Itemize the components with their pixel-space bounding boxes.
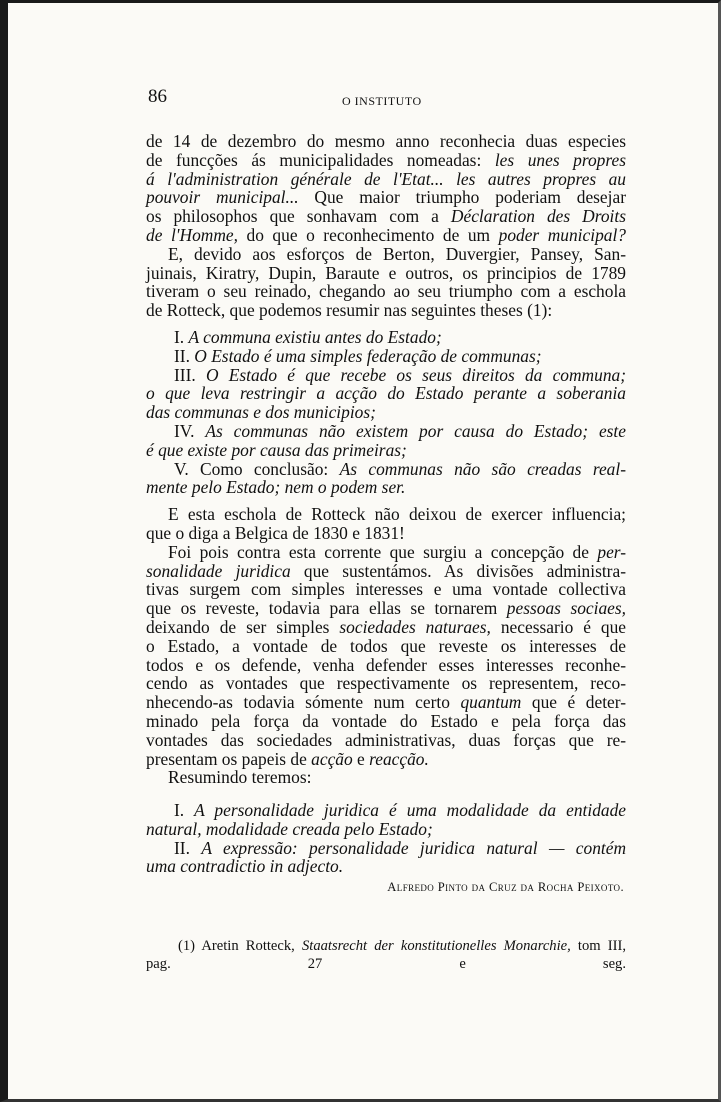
text-line: minado pela força da vontade do Estado e pela força das [146,710,626,731]
text-line: E esta eschola de Rotteck não deixou de exercer influencia; [168,504,626,525]
text-line: é que existe por causa das primeiras; [146,439,407,460]
text-line: de 14 de dezembro do mesmo anno reconhecia duas especies [146,131,626,151]
text-line: das communas e dos municipios; [146,402,376,423]
conclusion-item: I. A personalidade juridica é uma modalidade da entidade [174,800,626,821]
thesis-item: IV. As communas não existem por causa do Estado; este [174,420,626,441]
text-line: cendo as vontades que respectivamente os representem, reco- [146,673,626,694]
footnote-line: pag. 27 e seg. [146,956,626,973]
text-line: juinais, Kiratry, Dupin, Baraute e outros, os principios de 1789 [146,262,626,283]
text-line: E, devido aos esforços de Berton, Duvergier, Pansey, San- [168,243,626,264]
page-header [146,88,626,114]
text-line: presentam os papeis de acção e reacção. [146,748,429,769]
text-line: pouvoir municipal... Que maior triumpho poderiam desejar [146,187,626,208]
text-line: de funcções ás municipalidades nomeadas: les unes propres [146,149,626,170]
thesis-item: III. O Estado é que recebe os seus direitos da communa; [174,364,626,385]
text-line: mente pelo Estado; nem o podem ser. [146,477,406,498]
text-line: natural, modalidade creada pelo Estado; [146,818,433,839]
footnote-line: (1) Aretin Rotteck, Staatsrecht der konstitutionelles Monarchie, tom III, [178,938,626,955]
text-line: o Estado, a vontade de todos que reveste os interesses de [146,635,626,656]
footnote [146,937,626,973]
text-line: todos e os defende, venha defender esses interesses reconhe- [146,654,626,675]
text-line: tivas surgem com simples interesses e uma vontade collectiva [146,579,626,600]
text-line: Foi pois contra esta corrente que surgiu a concepção de per- [168,541,626,562]
text-line: os philosophos que sonhavam com a Déclaration des Droits [146,206,626,227]
body-text [146,132,626,897]
text-line: sonalidade juridica que sustentámos. As divisões administra- [146,560,626,581]
text-line: o que leva restringir a acção do Estado perante a soberania [146,383,626,404]
text-line: tiveram o seu reinado, chegando ao seu triumpho com a eschola [146,281,626,302]
author-signature: Alfredo Pinto da Cruz da Rocha Peixoto. [387,880,624,895]
text-line: que os reveste, todavia para ellas se tornarem pessoas sociaes, [146,598,626,619]
thesis-item: II. O Estado é uma simples federação de communas; [174,345,542,366]
text-line: de l'Homme, do que o reconhecimento de um poder municipal? [146,224,626,245]
text-line: deixando de ser simples sociedades naturaes, necessario é que [146,616,627,637]
text-line: á l'administration générale de l'Etat... les autres propres au [146,168,626,189]
page-number: 86 [148,86,167,107]
text-line: Resumindo teremos: [168,767,312,788]
document-page [146,88,626,973]
spacer [146,787,626,801]
thesis-item: I. A communa existiu antes do Estado; [174,326,442,347]
text-line: uma contradictio in adjecto. [146,856,344,877]
text-line: vontades das sociedades administrativas, duas forças que re- [146,729,626,750]
text-line: nhecendo-as todavia sómente num certo quantum que é deter- [146,692,626,713]
thesis-item: V. Como conclusão: As communas não são creadas real- [174,458,626,479]
conclusion-item: II. A expressão: personalidade juridica natural — contém [174,837,626,858]
text-line: que o diga a Belgica de 1830 e 1831! [146,522,405,543]
text-line: de Rotteck, que podemos resumir nas seguintes theses (1): [146,300,553,321]
running-title: O INSTITUTO [342,94,422,108]
